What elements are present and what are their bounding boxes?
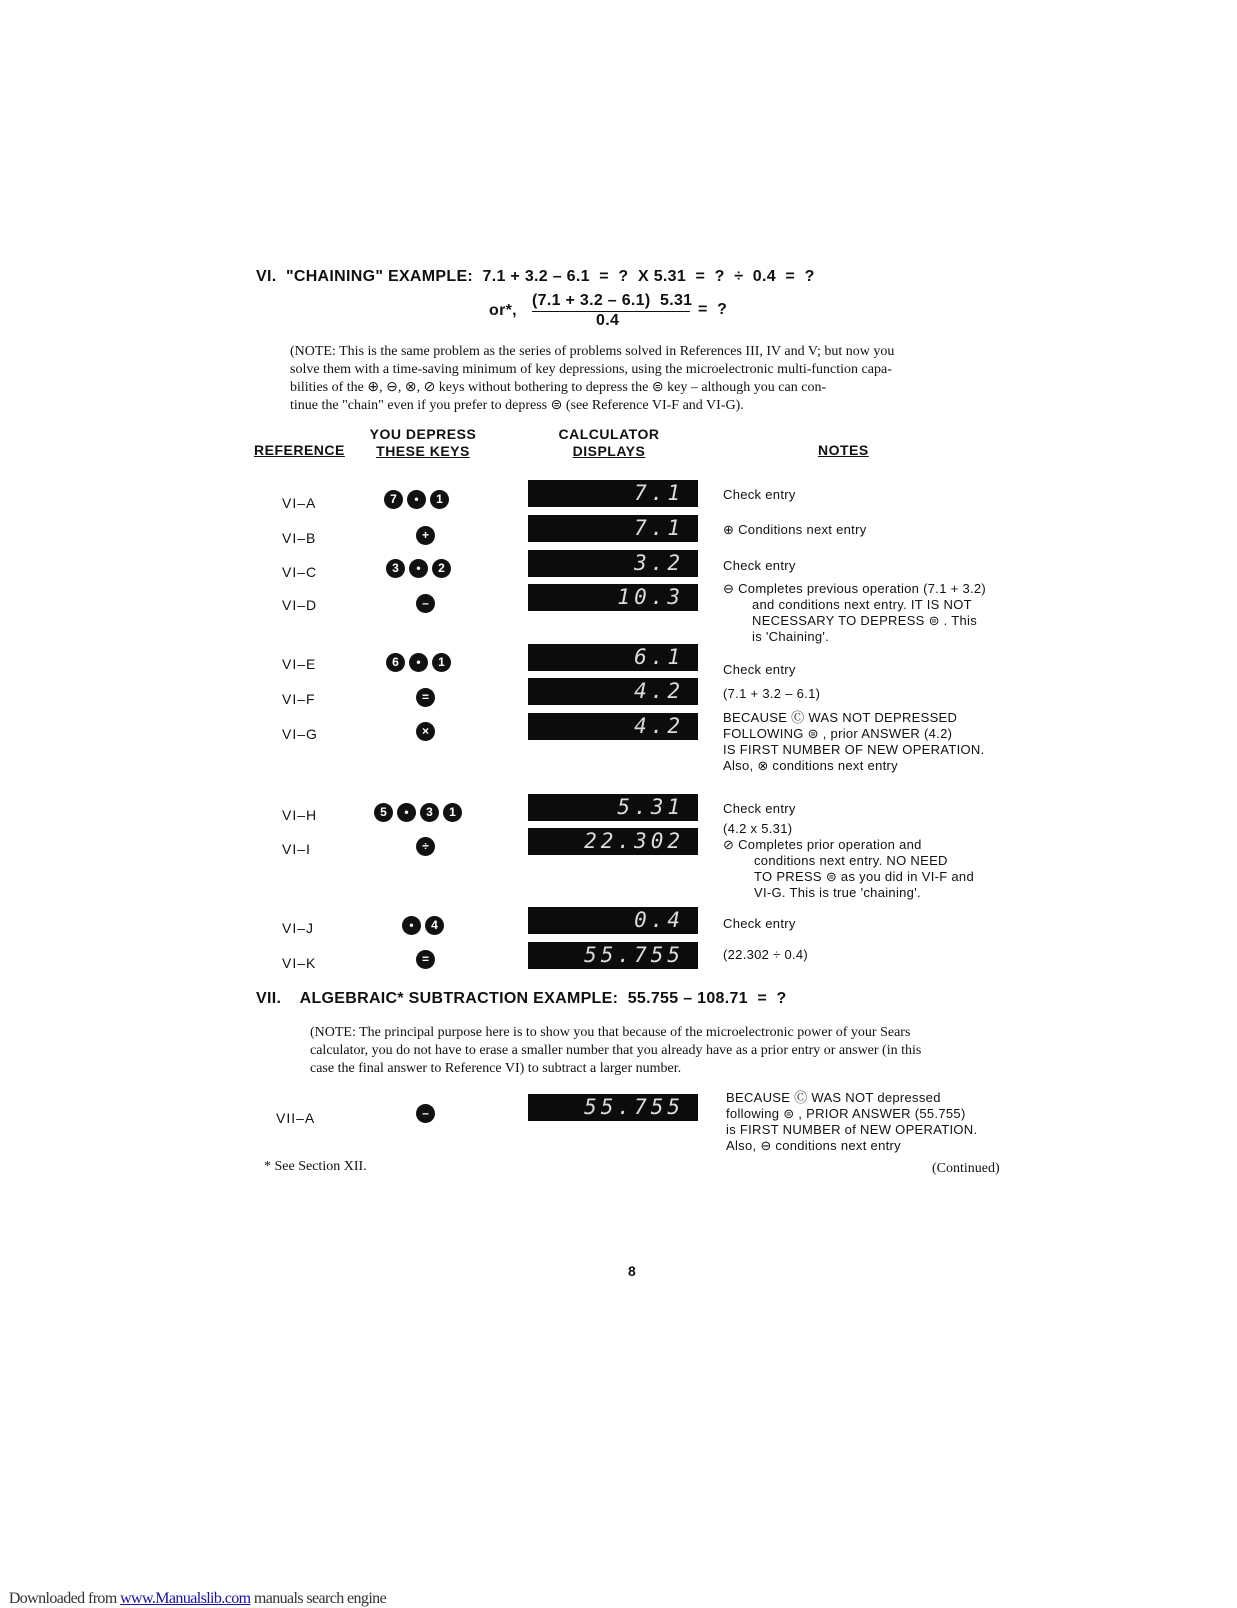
row-ref: VI–G (282, 726, 318, 742)
key-plus: + (416, 526, 435, 545)
page-number: 8 (628, 1263, 636, 1279)
row-ref: VI–D (282, 597, 318, 613)
manualslib-link[interactable]: www.Manualslib.com (120, 1590, 251, 1607)
note-line: (4.2 x 5.31) (723, 821, 793, 836)
row-note (723, 581, 986, 645)
key-decimal: • (409, 653, 428, 672)
calculator-display: 55.755 (528, 1094, 698, 1121)
note-line: Also, ⊖ conditions next entry (726, 1138, 901, 1153)
row-ref: VI–F (282, 691, 316, 707)
section-6-title: VI. "CHAINING" EXAMPLE: 7.1 + 3.2 – 6.1 = ? X 5.31 = ? ÷ 0.4 = ? (256, 268, 815, 285)
note-line: IS FIRST NUMBER OF NEW OPERATION. (723, 742, 985, 757)
note-line: Also, ⊗ conditions next entry (723, 758, 898, 773)
row-ref: VI–E (282, 656, 317, 672)
note-line: is 'Chaining'. (752, 629, 830, 644)
note-line: case the final answer to Reference VI) to subtract a larger number. (310, 1061, 682, 1076)
row-note: Check entry (723, 558, 796, 573)
row-keys (402, 916, 444, 935)
calculator-display: 0.4 (528, 907, 698, 934)
note-line: ⊖ Completes previous operation (7.1 + 3.2) (723, 581, 987, 596)
calculator-display: 10.3 (528, 584, 698, 611)
note-line: tinue the "chain" even if you prefer to depress ⊜ (see Reference VI-F and VI-G). (290, 398, 744, 413)
row-keys (416, 594, 435, 613)
note-line: bilities of the ⊕, ⊖, ⊗, ⊘ keys without bothering to depress the ⊜ key – although you can con- (290, 380, 827, 395)
section-7-title: VII. ALGEBRAIC* SUBTRACTION EXAMPLE: 55.755 – 108.71 = ? (256, 990, 787, 1007)
note-line: BECAUSE Ⓒ WAS NOT DEPRESSED (723, 710, 958, 725)
row-keys (416, 526, 435, 545)
key-5: 5 (374, 803, 393, 822)
footer-suffix: manuals search engine (250, 1590, 387, 1607)
row-note: ⊕ Conditions next entry (723, 522, 867, 537)
calculator-display: 55.755 (528, 942, 698, 969)
note-line: TO PRESS ⊜ as you did in VI-F and (754, 869, 974, 884)
key-3: 3 (386, 559, 405, 578)
note-line: (NOTE: This is the same problem as the series of problems solved in References III, IV and V; but now you (290, 344, 895, 359)
row-note (723, 821, 974, 901)
note-line: BECAUSE Ⓒ WAS NOT depressed (726, 1090, 941, 1105)
key-decimal: • (409, 559, 428, 578)
continued-label: (Continued) (932, 1161, 1000, 1176)
footer-prefix: Downloaded from (8, 1590, 121, 1607)
row-note: (7.1 + 3.2 – 6.1) (723, 686, 821, 701)
fraction-denominator: 0.4 (596, 312, 620, 329)
note-line: following ⊜ , PRIOR ANSWER (55.755) (726, 1106, 966, 1121)
note-line: conditions next entry. NO NEED (754, 853, 948, 868)
calculator-display: 4.2 (528, 713, 698, 740)
key-1: 1 (430, 490, 449, 509)
row-keys (416, 722, 435, 741)
header-displays: CALCULATOR DISPLAYS (558, 426, 660, 459)
note-line: is FIRST NUMBER of NEW OPERATION. (726, 1122, 978, 1137)
key-1: 1 (443, 803, 462, 822)
row-note: Check entry (723, 487, 796, 502)
row-keys (416, 688, 435, 707)
row-ref: VI–C (282, 564, 318, 580)
download-footer (2, 1572, 386, 1608)
row-keys (384, 490, 449, 509)
note-line: (NOTE: The principal purpose here is to show you that because of the microelectronic power of your Sears (310, 1025, 911, 1040)
key-1: 1 (432, 653, 451, 672)
note-line: FOLLOWING ⊜ , prior ANSWER (4.2) (723, 726, 953, 741)
row-note (723, 710, 985, 774)
row-keys (374, 803, 462, 822)
row-note: Check entry (723, 662, 796, 677)
section-6-note (290, 343, 950, 415)
key-2: 2 (432, 559, 451, 578)
row-keys (416, 1104, 435, 1123)
key-equals: = (416, 688, 435, 707)
key-decimal: • (407, 490, 426, 509)
row-keys (386, 653, 451, 672)
calculator-display: 7.1 (528, 515, 698, 542)
note-line: NECESSARY TO DEPRESS ⊜ . This (752, 613, 978, 628)
row-note: Check entry (723, 801, 796, 816)
row-ref: VII–A (276, 1110, 316, 1126)
note-line: calculator, you do not have to erase a smaller number that you already have as a prior entry or answer (in this (310, 1043, 922, 1058)
note-line: and conditions next entry. IT IS NOT (752, 597, 972, 612)
header-reference: REFERENCE (254, 442, 345, 458)
note-line: ⊘ Completes prior operation and (723, 837, 922, 852)
key-minus: – (416, 594, 435, 613)
row-ref: VI–I (282, 841, 311, 857)
row-note (726, 1090, 977, 1154)
header-notes: NOTES (818, 442, 869, 458)
fraction-result: = ? (698, 301, 728, 318)
row-ref: VI–J (282, 920, 315, 936)
note-line: solve them with a time-saving minimum of key depressions, using the microelectronic multi-function capa- (290, 362, 892, 377)
row-ref: VI–A (282, 495, 317, 511)
key-7: 7 (384, 490, 403, 509)
key-4: 4 (425, 916, 444, 935)
row-keys (416, 950, 435, 969)
row-keys (386, 559, 451, 578)
fraction-or-label: or*, (489, 302, 517, 319)
calculator-display: 4.2 (528, 678, 698, 705)
calculator-display: 5.31 (528, 794, 698, 821)
calculator-display: 6.1 (528, 644, 698, 671)
calculator-display: 22.302 (528, 828, 698, 855)
row-keys (416, 837, 435, 856)
footnote: * See Section XII. (264, 1159, 367, 1174)
note-line: VI-G. This is true 'chaining'. (754, 885, 921, 900)
key-6: 6 (386, 653, 405, 672)
key-decimal: • (402, 916, 421, 935)
calculator-display: 7.1 (528, 480, 698, 507)
key-equals: = (416, 950, 435, 969)
row-note: (22.302 ÷ 0.4) (723, 947, 809, 962)
key-multiply: × (416, 722, 435, 741)
key-decimal: • (397, 803, 416, 822)
key-3: 3 (420, 803, 439, 822)
fraction-numerator: (7.1 + 3.2 – 6.1) 5.31 (532, 292, 690, 312)
key-divide: ÷ (416, 837, 435, 856)
key-minus: – (416, 1104, 435, 1123)
section-7-note (310, 1024, 990, 1078)
row-ref: VI–B (282, 530, 317, 546)
row-ref: VI–H (282, 807, 318, 823)
row-note: Check entry (723, 916, 796, 931)
header-keys: YOU DEPRESS THESE KEYS (369, 426, 477, 459)
calculator-display: 3.2 (528, 550, 698, 577)
row-ref: VI–K (282, 955, 317, 971)
